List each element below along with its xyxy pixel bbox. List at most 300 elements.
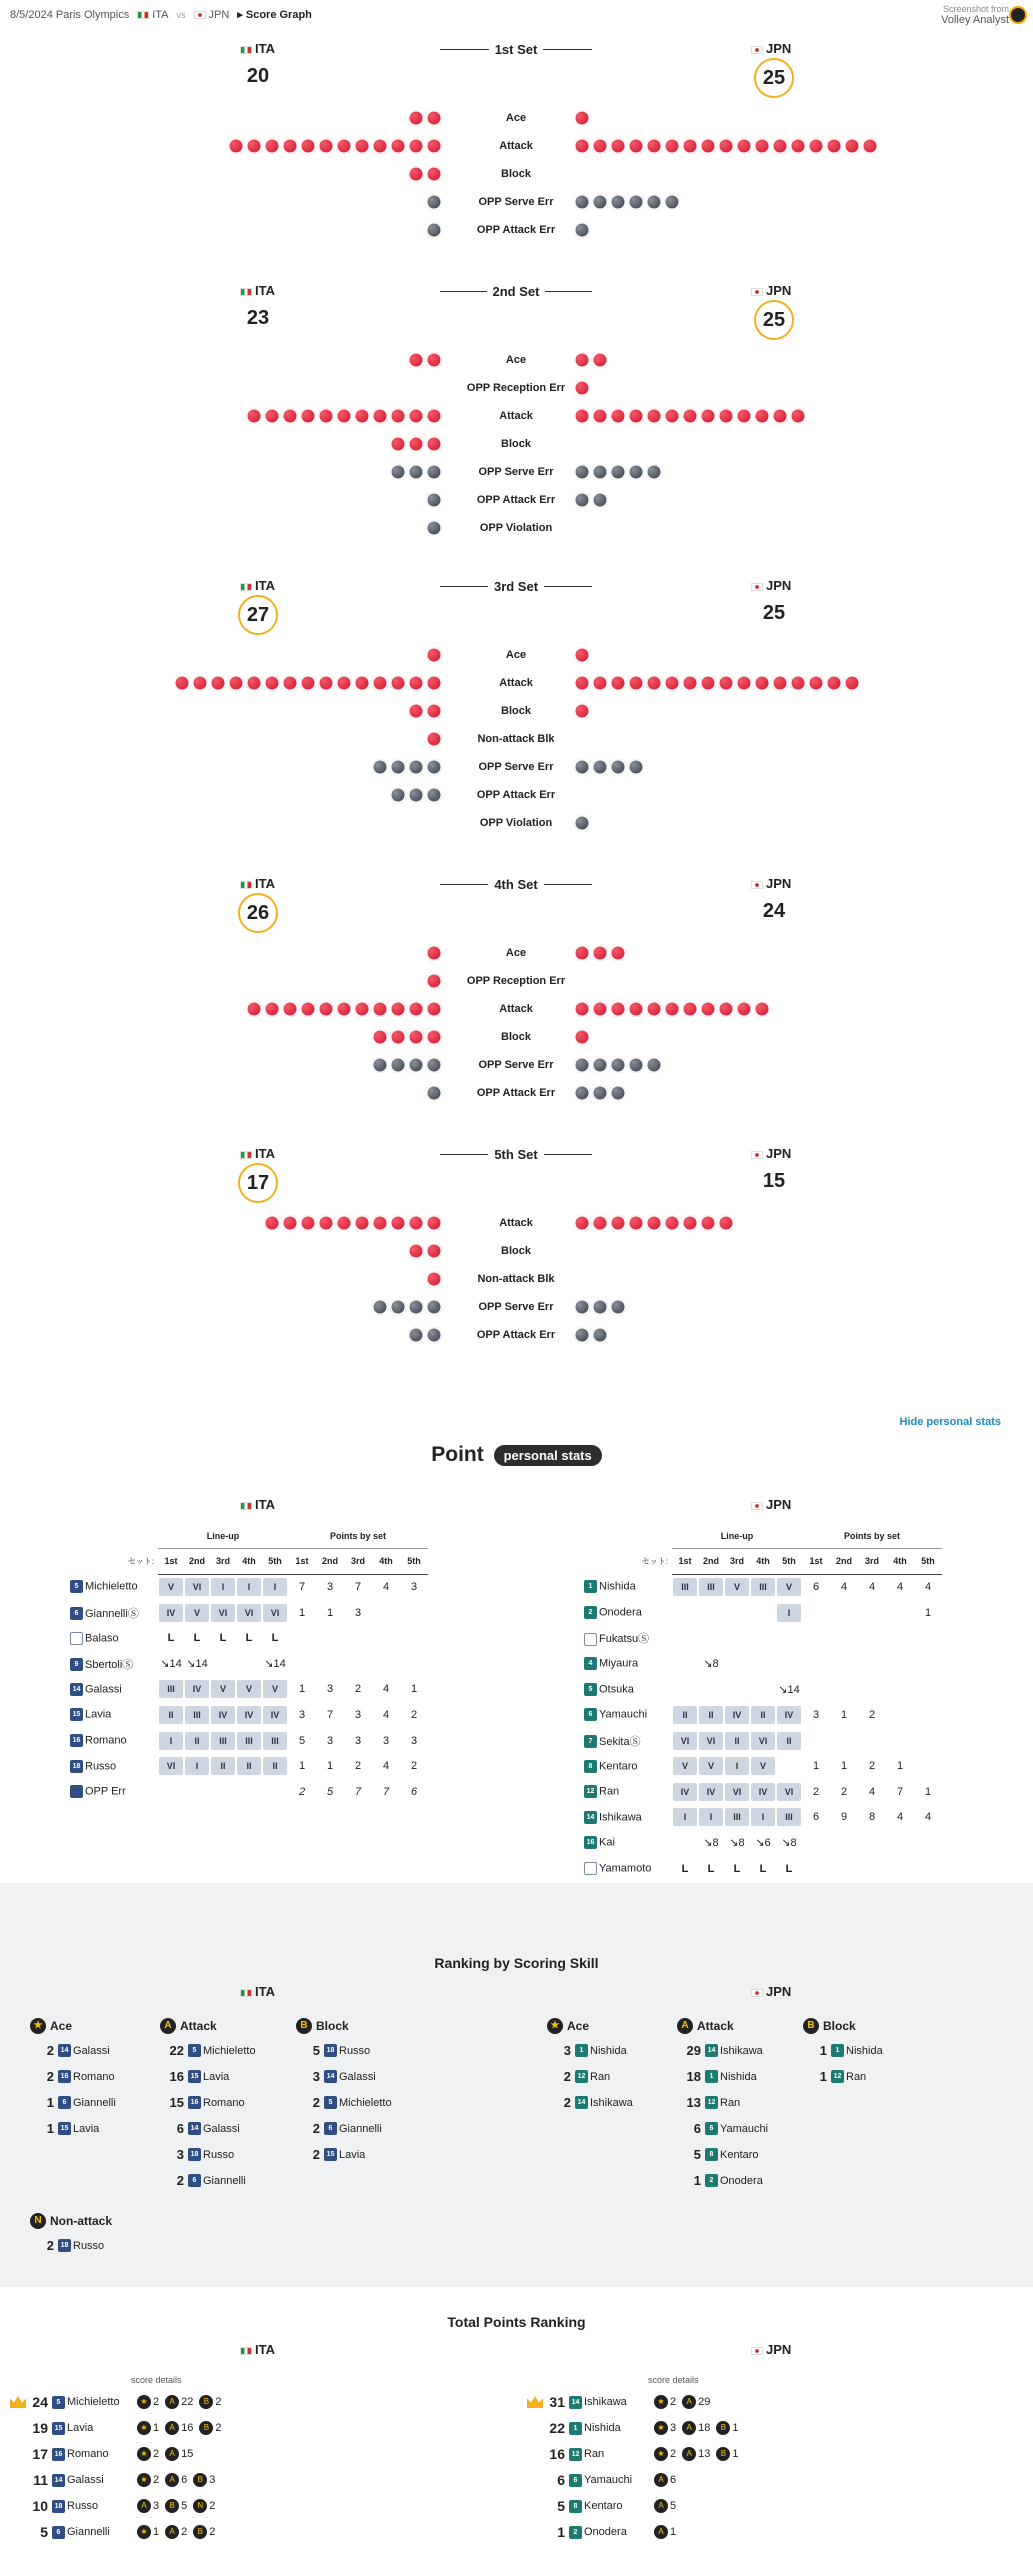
set-score-b: 24 bbox=[762, 900, 786, 922]
player-name-text: Michieletto bbox=[85, 1580, 138, 1593]
volleyball-icon bbox=[192, 675, 208, 691]
rotation-pill: II bbox=[263, 1757, 287, 1775]
score-category-label: OPP Serve Err bbox=[478, 466, 554, 478]
points-cell: 1 bbox=[840, 1760, 848, 1773]
points-cell: 2 bbox=[840, 1785, 848, 1798]
volleyball-icon bbox=[426, 759, 442, 775]
volleyball-icon bbox=[682, 408, 698, 424]
set-col-header: 1st bbox=[672, 1549, 698, 1575]
player-name bbox=[584, 1753, 672, 1779]
volleyball-icon bbox=[772, 675, 788, 691]
block-icon: B bbox=[296, 2018, 312, 2034]
points-cell: 4 bbox=[382, 1708, 390, 1721]
score-type-icon: B bbox=[716, 2421, 730, 2435]
set-score-a: 26 bbox=[238, 893, 278, 933]
volleyball-icon bbox=[426, 520, 442, 536]
lineup-cell bbox=[262, 1600, 288, 1626]
ita-point-balls bbox=[408, 166, 442, 182]
volleyball-icon bbox=[246, 408, 262, 424]
volleyball-icon bbox=[574, 110, 590, 126]
vs-label: vs bbox=[176, 9, 186, 20]
rotation-pill: III bbox=[237, 1732, 261, 1750]
volleyball-icon bbox=[682, 1001, 698, 1017]
volleyball-icon bbox=[354, 1001, 370, 1017]
lineup-cell bbox=[672, 1651, 698, 1677]
rank-points: 2 bbox=[46, 2069, 54, 2084]
score-category-label: Block bbox=[501, 705, 531, 717]
volleyball-icon bbox=[426, 492, 442, 508]
skill-rank-row bbox=[162, 2147, 234, 2162]
japan-flag-icon bbox=[194, 11, 206, 19]
volleyball-icon bbox=[318, 1215, 334, 1231]
ita-point-balls bbox=[426, 520, 442, 536]
points-cell bbox=[830, 1625, 858, 1651]
points-cell: 1 bbox=[298, 1606, 306, 1619]
set-score-a: 20 bbox=[246, 65, 270, 87]
points-cell bbox=[858, 1600, 886, 1626]
volleyball-icon bbox=[646, 408, 662, 424]
rotation-pill: II bbox=[159, 1706, 183, 1724]
volleyball-logo-icon bbox=[1009, 6, 1027, 24]
score-type-icon: A bbox=[165, 2447, 179, 2461]
rotation-pill: I bbox=[185, 1757, 209, 1775]
points-cell: 2 bbox=[812, 1785, 820, 1798]
score-category-label: OPP Attack Err bbox=[476, 1087, 556, 1099]
jpn-point-balls bbox=[574, 380, 590, 396]
skill-rank-row bbox=[679, 2121, 768, 2136]
personal-stats-toggle[interactable]: personal stats bbox=[494, 1445, 602, 1466]
score-detail-value: 1 bbox=[153, 2422, 160, 2434]
volleyball-icon bbox=[682, 138, 698, 154]
total-player-name: Giannelli bbox=[67, 2526, 110, 2538]
jersey-icon: 14 bbox=[52, 2474, 65, 2487]
player-name bbox=[70, 1625, 158, 1651]
volleyball-icon bbox=[408, 110, 424, 126]
rotation-pill: V bbox=[159, 1578, 183, 1596]
lineup-cell bbox=[184, 1677, 210, 1703]
volleyball-icon bbox=[408, 1057, 424, 1073]
ita-personal-stats-table bbox=[70, 1523, 428, 1805]
volleyball-icon bbox=[592, 492, 608, 508]
score-detail-value: 2 bbox=[670, 2448, 677, 2460]
lineup-cell bbox=[724, 1830, 750, 1856]
rotation-pill: II bbox=[751, 1706, 775, 1724]
rank-player-name: Kentaro bbox=[720, 2148, 759, 2161]
points-cell bbox=[858, 1677, 886, 1703]
volleyball-icon bbox=[574, 703, 590, 719]
player-row bbox=[584, 1625, 942, 1651]
italy-flag-icon bbox=[240, 881, 252, 889]
player-name-text: Russo bbox=[85, 1760, 117, 1773]
total-points: 19 bbox=[32, 2420, 48, 2436]
jersey-icon: 2 bbox=[569, 2526, 582, 2539]
skill-rank-row bbox=[162, 2095, 245, 2110]
lineup-cell bbox=[184, 1753, 210, 1779]
volleyball-icon bbox=[574, 647, 590, 663]
captain-badge: Ⓢ bbox=[629, 1735, 641, 1748]
points-cell bbox=[914, 1830, 942, 1856]
points-cell bbox=[372, 1625, 400, 1651]
rotation-pill: VI bbox=[725, 1783, 749, 1801]
volleyball-icon bbox=[574, 352, 590, 368]
set-team-a-label: ITA bbox=[240, 40, 275, 58]
lineup-cell bbox=[158, 1702, 184, 1728]
volleyball-icon bbox=[682, 675, 698, 691]
volleyball-icon bbox=[574, 945, 590, 961]
rotation-pill: III bbox=[211, 1732, 235, 1750]
lineup-cell bbox=[698, 1753, 724, 1779]
score-detail bbox=[682, 2447, 710, 2461]
ita-point-balls bbox=[372, 759, 442, 775]
volleyball-icon bbox=[300, 1001, 316, 1017]
set-col-header: 4th bbox=[236, 1549, 262, 1575]
view-selector[interactable]: ▸ Score Graph bbox=[237, 9, 312, 21]
volleyball-icon bbox=[408, 675, 424, 691]
total-points-row bbox=[10, 2522, 215, 2542]
volleyball-icon bbox=[336, 675, 352, 691]
score-detail bbox=[199, 2421, 221, 2435]
set-score-a: 23 bbox=[246, 307, 270, 329]
points-cell: 9 bbox=[840, 1811, 848, 1824]
player-row bbox=[584, 1702, 942, 1728]
jpn-stats-title: JPN bbox=[751, 1496, 791, 1514]
volleyball-icon bbox=[408, 1299, 424, 1315]
jpn-point-balls bbox=[574, 1327, 608, 1343]
jpn-point-balls bbox=[574, 945, 626, 961]
volleyball-icon bbox=[426, 110, 442, 126]
points-cell: 7 bbox=[326, 1708, 334, 1721]
player-row bbox=[584, 1651, 942, 1677]
volleyball-icon bbox=[390, 1299, 406, 1315]
libero-mark: L bbox=[759, 1862, 767, 1875]
jpn-point-balls bbox=[574, 222, 590, 238]
rank-points: 2 bbox=[563, 2069, 571, 2084]
skill-rank-row bbox=[298, 2095, 392, 2110]
volleyball-icon bbox=[174, 675, 190, 691]
set-col-header: 1st bbox=[802, 1549, 830, 1575]
volleyball-icon bbox=[390, 759, 406, 775]
jersey-icon: 1 bbox=[575, 2044, 588, 2057]
jersey-icon: 14 bbox=[188, 2122, 201, 2135]
score-detail-value: 6 bbox=[670, 2474, 677, 2486]
rank-points: 13 bbox=[686, 2095, 701, 2110]
lineup-cell bbox=[236, 1625, 262, 1651]
total-points: 31 bbox=[549, 2394, 565, 2410]
volleyball-icon bbox=[318, 1001, 334, 1017]
volleyball-icon bbox=[790, 138, 806, 154]
player-name bbox=[584, 1702, 672, 1728]
rotation-pill: VI bbox=[211, 1604, 235, 1622]
score-type-icon: B bbox=[716, 2447, 730, 2461]
points-cell: 1 bbox=[924, 1606, 932, 1619]
score-detail bbox=[716, 2447, 738, 2461]
volleyball-icon bbox=[646, 194, 662, 210]
volleyball-icon bbox=[700, 1001, 716, 1017]
points-cell: 4 bbox=[382, 1683, 390, 1696]
total-points: 5 bbox=[557, 2498, 565, 2514]
ita-point-balls bbox=[408, 1327, 442, 1343]
rotation-pill: ↘8 bbox=[703, 1837, 719, 1850]
score-category-label: OPP Serve Err bbox=[478, 1301, 554, 1313]
rank-points: 1 bbox=[819, 2069, 827, 2084]
jpn-point-balls bbox=[574, 815, 590, 831]
lineup-cell bbox=[724, 1625, 750, 1651]
volleyball-icon bbox=[300, 138, 316, 154]
lineup-header: Line-up bbox=[672, 1523, 802, 1549]
volleyball-icon bbox=[826, 675, 842, 691]
jpn-personal-stats-table bbox=[584, 1523, 942, 1907]
volleyball-icon bbox=[408, 166, 424, 182]
points-cell: 1 bbox=[326, 1760, 334, 1773]
rotation-pill: VI bbox=[185, 1578, 209, 1596]
volleyball-icon bbox=[300, 675, 316, 691]
score-detail bbox=[654, 2395, 676, 2409]
skill-rank-row bbox=[162, 2069, 229, 2084]
score-type-icon: ★ bbox=[137, 2421, 151, 2435]
score-detail bbox=[682, 2421, 710, 2435]
volleyball-icon bbox=[754, 675, 770, 691]
total-points: 16 bbox=[549, 2446, 565, 2462]
set-score-b: 25 bbox=[754, 58, 794, 98]
lineup-cell bbox=[210, 1651, 236, 1677]
total-points: 22 bbox=[549, 2420, 565, 2436]
rotation-pill: I bbox=[211, 1578, 235, 1596]
points-cell: 1 bbox=[298, 1683, 306, 1696]
points-cell bbox=[914, 1651, 942, 1677]
score-detail-value: 16 bbox=[181, 2422, 194, 2434]
volleyball-icon bbox=[318, 408, 334, 424]
rotation-pill: III bbox=[673, 1578, 697, 1596]
skill-rank-row bbox=[32, 2095, 116, 2110]
total-points-title: Total Points Ranking bbox=[447, 2314, 586, 2330]
rank-player-name: Nishida bbox=[720, 2070, 757, 2083]
points-cell bbox=[830, 1830, 858, 1856]
rank-player-name: Nishida bbox=[590, 2044, 627, 2057]
points-cell: 1 bbox=[840, 1708, 848, 1721]
volleyball-icon bbox=[664, 138, 680, 154]
volleyball-icon bbox=[628, 1215, 644, 1231]
points-cell: 2 bbox=[298, 1785, 306, 1798]
rotation-pill: IV bbox=[751, 1783, 775, 1801]
jpn-point-balls bbox=[574, 675, 860, 691]
volleyball-icon bbox=[592, 138, 608, 154]
rank-points: 1 bbox=[693, 2173, 701, 2188]
volleyball-icon bbox=[390, 408, 406, 424]
rotation-pill: VI bbox=[263, 1604, 287, 1622]
volleyball-icon bbox=[826, 138, 842, 154]
rotation-pill: ↘14 bbox=[186, 1658, 208, 1671]
rank-points: 15 bbox=[169, 2095, 184, 2110]
points-cell: 3 bbox=[354, 1708, 362, 1721]
lineup-cell bbox=[750, 1779, 776, 1805]
ita-point-balls bbox=[390, 436, 442, 452]
lineup-cell bbox=[724, 1805, 750, 1831]
skill-rank-row bbox=[298, 2121, 382, 2136]
volleyball-icon bbox=[646, 138, 662, 154]
points-cell bbox=[288, 1651, 316, 1677]
volleyball-icon bbox=[408, 787, 424, 803]
ita-point-balls bbox=[372, 1029, 442, 1045]
points-cell bbox=[858, 1625, 886, 1651]
volleyball-icon bbox=[426, 194, 442, 210]
rank-player-name: Ishikawa bbox=[720, 2044, 763, 2057]
rank-points: 1 bbox=[46, 2121, 54, 2136]
rotation-pill: ↘6 bbox=[755, 1837, 771, 1850]
lineup-cell bbox=[698, 1856, 724, 1882]
volleyball-icon bbox=[610, 138, 626, 154]
total-points: 24 bbox=[32, 2394, 48, 2410]
volleyball-icon bbox=[390, 675, 406, 691]
volleyball-icon bbox=[246, 675, 262, 691]
volleyball-icon bbox=[628, 194, 644, 210]
ita-point-balls bbox=[426, 194, 442, 210]
player-name bbox=[584, 1574, 672, 1600]
points-cell: 2 bbox=[410, 1760, 418, 1773]
player-row bbox=[584, 1830, 942, 1856]
player-row bbox=[70, 1677, 428, 1703]
rotation-pill: V bbox=[263, 1680, 287, 1698]
volleyball-icon bbox=[574, 138, 590, 154]
points-cell: 4 bbox=[924, 1581, 932, 1594]
skill-rank-row bbox=[679, 2043, 763, 2058]
jersey-icon: 6 bbox=[52, 2526, 65, 2539]
volleyball-icon bbox=[790, 408, 806, 424]
jersey-icon: 5 bbox=[324, 2096, 337, 2109]
volleyball-icon bbox=[390, 138, 406, 154]
volleyball-icon bbox=[264, 1001, 280, 1017]
volleyball-icon bbox=[408, 1327, 424, 1343]
italy-flag-icon bbox=[137, 11, 149, 19]
page-header bbox=[10, 8, 312, 21]
volleyball-icon bbox=[592, 1327, 608, 1343]
event-date: 8/5/2024 Paris Olympics bbox=[10, 8, 130, 21]
total-points-row bbox=[527, 2496, 676, 2516]
points-cell bbox=[372, 1651, 400, 1677]
total-player-name: Romano bbox=[67, 2448, 109, 2460]
volleyball-icon bbox=[336, 138, 352, 154]
points-cell bbox=[802, 1677, 830, 1703]
rotation-pill: I bbox=[263, 1578, 287, 1596]
jersey-icon: 12 bbox=[831, 2070, 844, 2083]
team-a-tag: ITA bbox=[137, 9, 168, 21]
player-name-text: Nishida bbox=[599, 1580, 636, 1593]
set-col-header: 3rd bbox=[858, 1549, 886, 1575]
volleyball-icon bbox=[426, 222, 442, 238]
player-name bbox=[70, 1677, 158, 1703]
rotation-pill: IV bbox=[777, 1706, 801, 1724]
volleyball-icon bbox=[426, 1299, 442, 1315]
rotation-pill: I bbox=[237, 1578, 261, 1596]
player-row bbox=[70, 1779, 428, 1805]
score-detail-value: 3 bbox=[670, 2422, 677, 2434]
volleyball-icon bbox=[592, 1215, 608, 1231]
lineup-cell bbox=[724, 1600, 750, 1626]
rotation-pill: I bbox=[725, 1757, 749, 1775]
player-name bbox=[584, 1625, 672, 1651]
score-category-label: Block bbox=[501, 438, 531, 450]
set-team-b-label: JPN bbox=[751, 1145, 791, 1163]
jersey-icon: 14 bbox=[324, 2070, 337, 2083]
score-category-label: Block bbox=[501, 168, 531, 180]
volleyball-icon bbox=[736, 675, 752, 691]
score-category-label: OPP Attack Err bbox=[476, 789, 556, 801]
volleyball-icon bbox=[408, 703, 424, 719]
lineup-cell bbox=[158, 1600, 184, 1626]
points-cell bbox=[830, 1677, 858, 1703]
lineup-cell bbox=[236, 1728, 262, 1754]
volleyball-icon bbox=[718, 1215, 734, 1231]
player-row bbox=[70, 1574, 428, 1600]
player-row bbox=[70, 1728, 428, 1754]
score-type-icon: A bbox=[654, 2525, 668, 2539]
points-cell bbox=[400, 1600, 428, 1626]
attack-icon: A bbox=[160, 2018, 176, 2034]
skill-rank-row bbox=[549, 2043, 627, 2058]
ita-point-balls bbox=[408, 703, 442, 719]
skill-rank-row bbox=[32, 2121, 99, 2136]
jersey-icon: 6 bbox=[58, 2096, 71, 2109]
lineup-cell bbox=[750, 1574, 776, 1600]
volleyball-icon bbox=[300, 408, 316, 424]
volleyball-icon bbox=[408, 1001, 424, 1017]
volleyball-icon bbox=[610, 1057, 626, 1073]
japan-flag-icon bbox=[751, 881, 763, 889]
set-label: 4th Set bbox=[440, 877, 592, 892]
lineup-cell bbox=[750, 1805, 776, 1831]
points-cell: 2 bbox=[410, 1708, 418, 1721]
set-score-b: 15 bbox=[762, 1170, 786, 1192]
set-col-header: 5th bbox=[776, 1549, 802, 1575]
jersey-icon: 5 bbox=[52, 2396, 65, 2409]
lineup-cell bbox=[158, 1728, 184, 1754]
rotation-pill: I bbox=[777, 1604, 801, 1622]
set-col-header: 3rd bbox=[344, 1549, 372, 1575]
rotation-pill: ↘14 bbox=[264, 1658, 286, 1671]
score-detail bbox=[654, 2421, 676, 2435]
player-name-text: Yamamoto bbox=[599, 1862, 652, 1875]
rotation-pill: III bbox=[699, 1578, 723, 1596]
volleyball-icon bbox=[426, 973, 442, 989]
volleyball-icon bbox=[574, 492, 590, 508]
points-cell: 3 bbox=[298, 1708, 306, 1721]
set-col-header: 5th bbox=[262, 1549, 288, 1575]
points-cell bbox=[914, 1625, 942, 1651]
score-type-icon: A bbox=[165, 2421, 179, 2435]
volleyball-icon bbox=[390, 1001, 406, 1017]
lineup-cell bbox=[236, 1779, 262, 1805]
volleyball-icon bbox=[426, 647, 442, 663]
hide-personal-stats-link[interactable]: Hide personal stats bbox=[899, 1416, 1001, 1428]
volleyball-icon bbox=[426, 1327, 442, 1343]
ita-score-details-header: score details bbox=[131, 2375, 182, 2385]
points-cell bbox=[802, 1728, 830, 1754]
rotation-pill: ↘8 bbox=[781, 1837, 797, 1850]
score-detail bbox=[165, 2395, 193, 2409]
volleyball-icon bbox=[426, 166, 442, 182]
score-detail bbox=[193, 2473, 215, 2487]
points-cell: 8 bbox=[868, 1811, 876, 1824]
score-category-label: OPP Reception Err bbox=[466, 975, 566, 987]
volleyball-icon bbox=[700, 675, 716, 691]
score-detail bbox=[165, 2525, 187, 2539]
jpn-point-balls bbox=[574, 492, 608, 508]
skill-rank-row bbox=[32, 2043, 110, 2058]
japan-flag-icon bbox=[751, 583, 763, 591]
jersey-icon: 14 bbox=[70, 1683, 83, 1696]
player-row bbox=[70, 1753, 428, 1779]
volleyball-icon bbox=[426, 352, 442, 368]
lineup-cell bbox=[184, 1728, 210, 1754]
